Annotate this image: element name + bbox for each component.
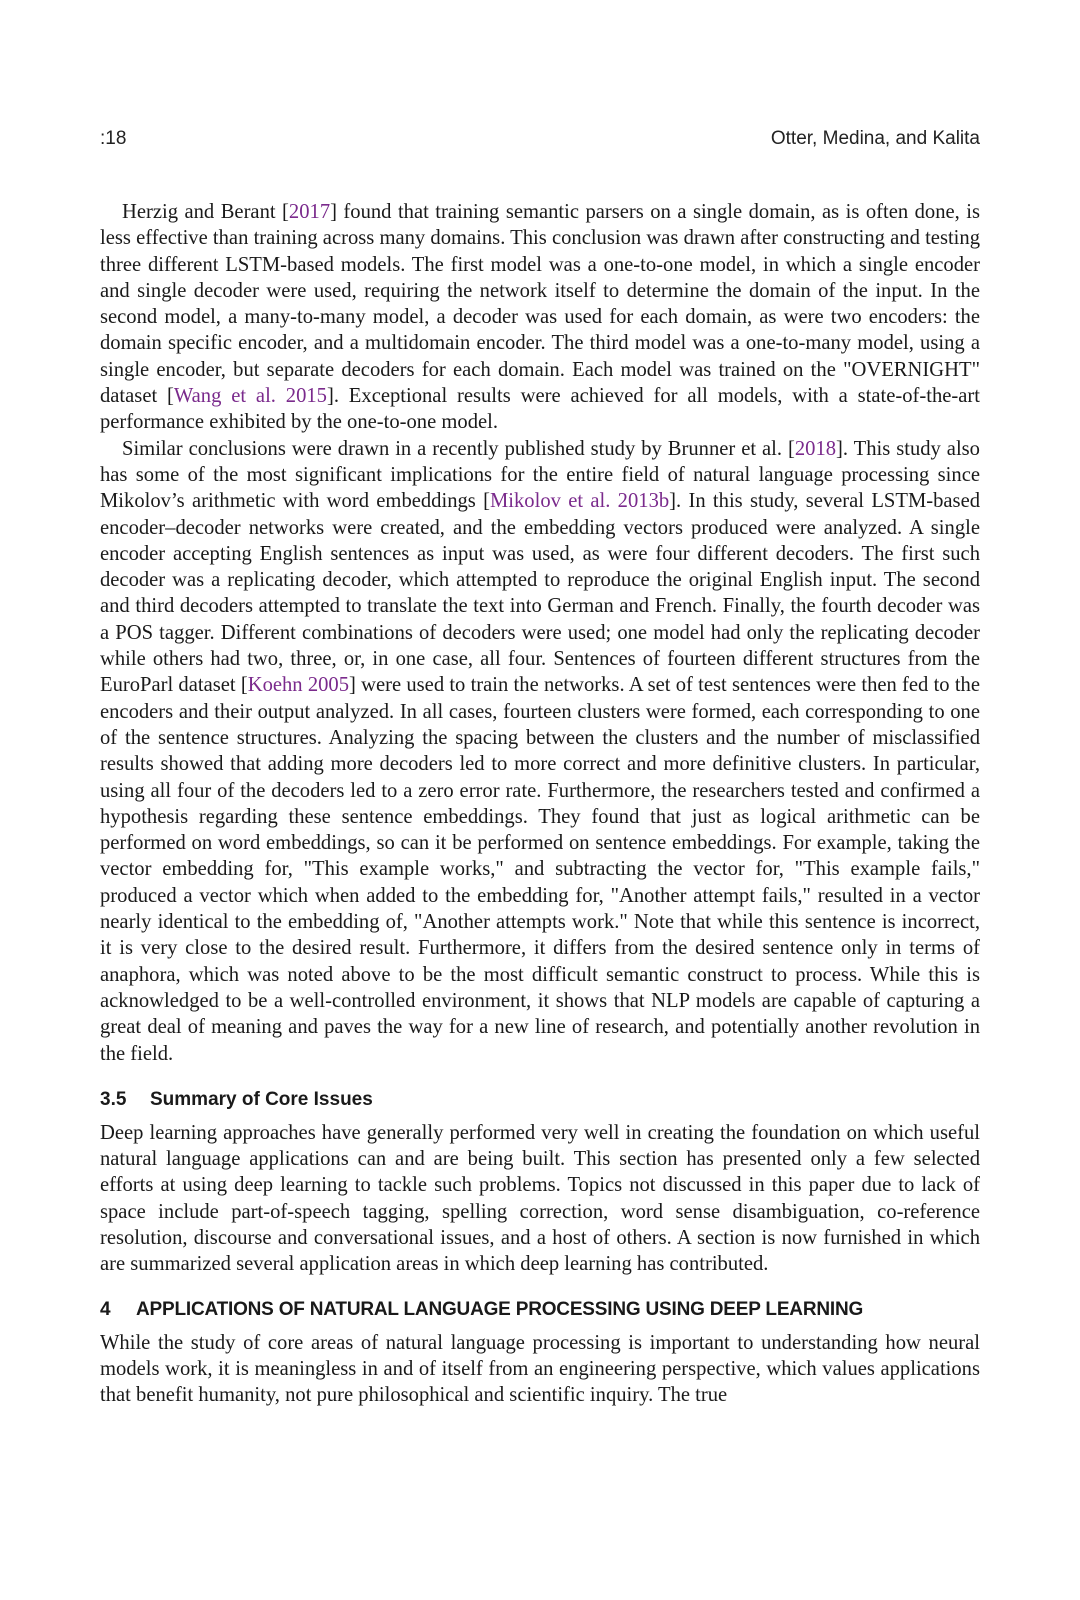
citation-link[interactable]: Koehn 2005 xyxy=(247,674,350,697)
section-title: APPLICATIONS OF NATURAL LANGUAGE PROCESSING USING DEEP LEARNING xyxy=(136,1298,864,1320)
paragraph-herzig-berant xyxy=(100,199,980,436)
running-header xyxy=(100,128,980,154)
text-run: ] were used to train the networks. A set of test sentences were then fed to the encoders and their output analyzed. In all cases, fourteen clusters were formed, each corresponding to one of the sentence structures. Analyzing the spacing between the clusters and the number of misclassified results showed that adding more decoders led to more correct and more definitive clusters. In particular, using all four of the decoders led to a zero error rate. Furthermore, the researchers tested and confirmed a hypothesis regarding these sentence embeddings. They found that just as logical arithmetic can be performed on word embeddings, so can it be performed on sentence embeddings. For example, taking the vector embedding for, "This example works," and subtracting the vector for, "This example fails," produced a vector which when added to the embedding for, "Another attempt fails," resulted in a vector nearly identical to the embedding of, "Another attempts work." Note that while this sentence is incorrect, it is very close to the desired result. Furthermore, it differs from the desired sentence only in terms of anaphora, which was noted above to be the most difficult semantic construct to process. While this is acknowledged to be a well-controlled environment, it shows that NLP models are capable of capturing a great deal of meaning and paves the way for a new line of research, and potentially another revolution in the field. xyxy=(100,674,980,1065)
text-run: ]. This study also has some of the most significant implications for the entire field of natural language processing since Mikolov’s arithmetic with word embeddings [ xyxy=(100,437,980,513)
paragraph-summary: Deep learning approaches have generally performed very well in creating the foundation on which useful natural language applications can and are being built. This section has presented only a few selected efforts at using deep learning to tackle such problems. Topics not discussed in this paper due to lack of space include part-of-speech tagging, spelling correction, word sense disambiguation, co-reference resolution, discourse and conversational issues, and a host of others. A section is now furnished in which are summarized several application areas in which deep learning has contributed. xyxy=(100,1121,980,1276)
text-run: ]. In this study, several LSTM-based encoder–decoder networks were created, and the embedding vectors produced were analyzed. A single encoder accepting English sentences as input was used, as were four different decoders. The first such decoder was a replicating decoder, which attempted to reproduce the original English input. The second and third decoders attempted to translate the text into German and French. Finally, the fourth decoder was a POS tagger. Different combinations of decoders were used; one model had only the replicating decoder while others had two, three, or, in one case, all four. Sentences of fourteen different structures from the EuroParl dataset [ xyxy=(100,490,981,697)
running-authors: Otter, Medina, and Kalita xyxy=(770,128,980,149)
section-heading-4 xyxy=(100,1298,980,1322)
citation-link[interactable]: 2018 xyxy=(794,437,837,460)
citation-link[interactable]: Wang et al. 2015 xyxy=(173,385,327,408)
text-run: Similar conclusions were drawn in a recently published study by Brunner et al. [ xyxy=(122,437,795,460)
citation-link[interactable]: Mikolov et al. 2013b xyxy=(489,490,670,513)
text-run: Herzig and Berant [ xyxy=(122,201,289,223)
citation-link[interactable]: 2017 xyxy=(288,201,331,223)
page-number: :18 xyxy=(100,128,127,149)
section-title: Summary of Core Issues xyxy=(150,1088,373,1110)
page-body xyxy=(100,199,980,1408)
text-run: ] found that training semantic parsers on a single domain, as is often done, is less effective than training across many domains. This conclusion was drawn after constructing and testing three different LSTM-based models. The first model was a one-to-one model, in which a single encoder and single decoder were used, requiring the network itself to determine the domain of the input. In the second model, a many-to-many model, a decoder was used for each domain, as were two encoders: the domain specific encoder, and a multidomain encoder. The third model was a one-to-many model, using a single encoder, but separate decoders for each domain. Each model was trained on the "OVERNIGHT" dataset [ xyxy=(100,201,980,408)
paragraph-applications: While the study of core areas of natural language processing is important to understanding how neural models work, it is meaningless in and of itself from an engineering perspective, which values applications that benefit humanity, not pure philosophical and scientific inquiry. The true xyxy=(100,1331,980,1407)
paragraph-brunner xyxy=(100,436,980,1067)
text-run: ]. Exceptional results were achieved for all models, with a state-of-the-art performance exhibited by the one-to-one model. xyxy=(100,385,980,434)
section-heading-3-5 xyxy=(100,1088,980,1112)
section-number: 4 xyxy=(100,1298,111,1320)
section-number: 3.5 xyxy=(100,1088,127,1110)
